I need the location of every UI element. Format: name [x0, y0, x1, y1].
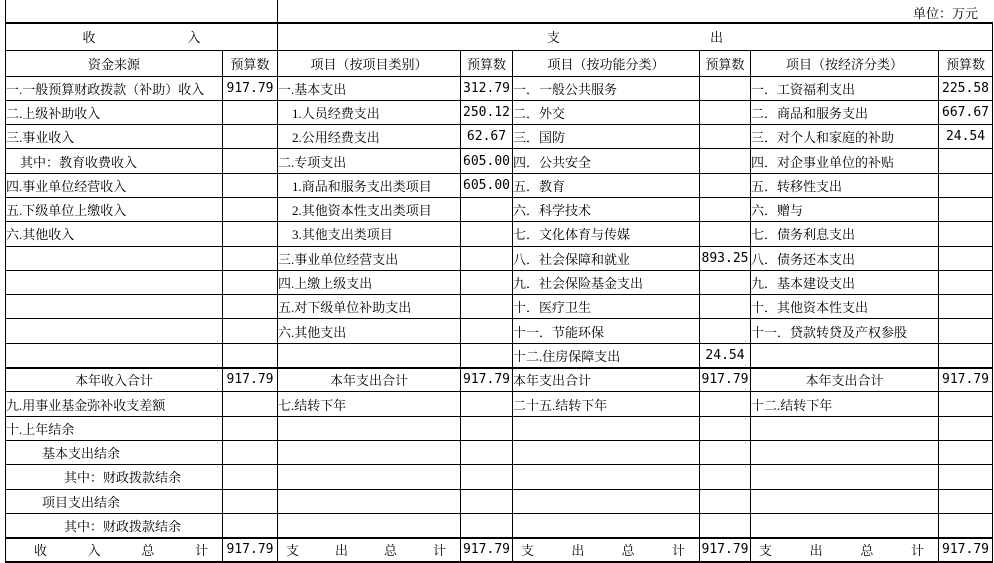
- label-char: 总: [141, 543, 155, 559]
- data-row: [6, 222, 993, 246]
- item-label-cell: 一.一般预算财政拨款（补助）收入: [6, 76, 223, 100]
- subtotal-row: [6, 368, 993, 392]
- item-label-cell: 1.人员经费支出: [278, 100, 461, 124]
- item-label-cell: 九．社会保险基金支出: [513, 270, 700, 294]
- item-label-cell: 基本支出结余: [6, 440, 223, 464]
- budget-value-cell: [939, 440, 993, 464]
- income-title: [6, 27, 277, 46]
- budget-value-cell: [939, 295, 993, 319]
- item-label-cell: 1.商品和服务支出类项目: [278, 173, 461, 197]
- item-label-cell: 十二.住房保障支出: [513, 343, 700, 367]
- item-label-cell: 八．社会保障和就业: [513, 246, 700, 270]
- item-label-cell: 2.其他资本性支出类项目: [278, 197, 461, 221]
- budget-value-cell: [461, 197, 513, 221]
- item-label-cell: [6, 319, 223, 343]
- budget-value-cell: [700, 270, 751, 294]
- item-label-cell: 二.上级补助收入: [6, 100, 223, 124]
- budget-value-cell: [700, 222, 751, 246]
- item-label-cell: [751, 513, 939, 537]
- item-label-cell: 十一．节能环保: [513, 319, 700, 343]
- unit-label: 单位：万元: [912, 6, 978, 21]
- data-row: [6, 465, 993, 489]
- budget-value-cell: [461, 465, 513, 489]
- budget-value-cell: [700, 489, 751, 513]
- item-label-cell: 一．一般公共服务: [513, 76, 700, 100]
- item-label-cell: 十．其他资本性支出: [751, 295, 939, 319]
- column-header-funding-source: 资金来源: [6, 50, 223, 76]
- item-label-cell: 五．教育: [513, 173, 700, 197]
- budget-value-cell: 893.25: [700, 246, 751, 270]
- budget-value-cell: [223, 125, 278, 149]
- budget-value-cell: [700, 513, 751, 537]
- budget-value-cell: [223, 149, 278, 173]
- label-char: 支: [286, 543, 300, 559]
- budget-value-cell: 605.00: [461, 149, 513, 173]
- income-title-char: 收: [82, 30, 96, 46]
- column-header-row: [6, 50, 993, 76]
- label-char: 出: [809, 543, 823, 559]
- expenditure-title-char: 出: [710, 30, 724, 46]
- distributed-label: [513, 540, 699, 559]
- budget-value-cell: [700, 149, 751, 173]
- label-char: 计: [910, 543, 924, 559]
- data-row: [6, 76, 993, 100]
- distributed-label: [751, 540, 938, 559]
- budget-value-cell: [700, 100, 751, 124]
- budget-table-body: [6, 76, 993, 562]
- item-label-cell: 四.上缴上级支出: [278, 270, 461, 294]
- budget-value-cell: 917.79: [700, 368, 751, 392]
- budget-value-cell: [223, 440, 278, 464]
- budget-value-cell: [700, 465, 751, 489]
- item-label-cell: 九．基本建设支出: [751, 270, 939, 294]
- label-char: 支: [521, 543, 535, 559]
- distributed-label: [278, 540, 460, 559]
- item-label-cell: [278, 440, 461, 464]
- budget-value-cell: [700, 392, 751, 416]
- budget-value-cell: [461, 270, 513, 294]
- item-label-cell: 本年支出合计: [513, 368, 700, 392]
- item-label-cell: [751, 538, 939, 562]
- budget-value-cell: [939, 465, 993, 489]
- budget-value-cell: [223, 319, 278, 343]
- budget-value-cell: [700, 125, 751, 149]
- income-section-header: [6, 23, 278, 50]
- budget-value-cell: 667.67: [939, 100, 993, 124]
- item-label-cell: 一.基本支出: [278, 76, 461, 100]
- item-label-cell: 二．外交: [513, 100, 700, 124]
- item-label-cell: [513, 440, 700, 464]
- item-label-cell: 五．转移性支出: [751, 173, 939, 197]
- budget-value-cell: [461, 246, 513, 270]
- budget-value-cell: 917.79: [939, 368, 993, 392]
- budget-value-cell: 917.79: [939, 538, 993, 562]
- item-label-cell: 十二.结转下年: [751, 392, 939, 416]
- data-row: [6, 270, 993, 294]
- item-label-cell: 七．债务利息支出: [751, 222, 939, 246]
- item-label-cell: 本年收入合计: [6, 368, 223, 392]
- total-row: [6, 538, 993, 562]
- item-label-cell: 其中：财政拨款结余: [6, 513, 223, 537]
- budget-value-cell: [700, 295, 751, 319]
- item-label-cell: [6, 246, 223, 270]
- budget-value-cell: [461, 222, 513, 246]
- distributed-label: [6, 540, 222, 559]
- budget-value-cell: [223, 416, 278, 440]
- budget-value-cell: 24.54: [700, 343, 751, 367]
- column-header-project-category: 项目（按项目类别）: [278, 50, 461, 76]
- label-char: 总: [860, 543, 874, 559]
- grid-stub-line-divider: [277, 0, 278, 22]
- budget-value-cell: 225.58: [939, 76, 993, 100]
- item-label-cell: [278, 513, 461, 537]
- item-label-cell: [6, 270, 223, 294]
- item-label-cell: [751, 465, 939, 489]
- budget-value-cell: 62.67: [461, 125, 513, 149]
- label-char: 收: [34, 543, 48, 559]
- item-label-cell: [513, 513, 700, 537]
- budget-value-cell: [461, 343, 513, 367]
- item-label-cell: 一．工资福利支出: [751, 76, 939, 100]
- item-label-cell: 八．债务还本支出: [751, 246, 939, 270]
- item-label-cell: 十．医疗卫生: [513, 295, 700, 319]
- budget-value-cell: [223, 222, 278, 246]
- item-label-cell: 九.用事业基金弥补收支差额: [6, 392, 223, 416]
- item-label-cell: 3.其他支出类项目: [278, 222, 461, 246]
- label-char: 出: [334, 543, 348, 559]
- item-label-cell: 三.事业单位经营支出: [278, 246, 461, 270]
- column-header-budget: 预算数: [223, 50, 278, 76]
- budget-value-cell: [700, 319, 751, 343]
- budget-value-cell: [700, 197, 751, 221]
- item-label-cell: 二．商品和服务支出: [751, 100, 939, 124]
- expenditure-section-header: [278, 23, 993, 50]
- data-row: [6, 100, 993, 124]
- item-label-cell: 四．公共安全: [513, 149, 700, 173]
- data-row: [6, 343, 993, 367]
- item-label-cell: [278, 416, 461, 440]
- item-label-cell: 六.其他收入: [6, 222, 223, 246]
- item-label-cell: 本年支出合计: [278, 368, 461, 392]
- item-label-cell: [6, 295, 223, 319]
- column-header-budget: 预算数: [700, 50, 751, 76]
- data-row: [6, 513, 993, 537]
- budget-value-cell: [461, 416, 513, 440]
- budget-value-cell: [939, 222, 993, 246]
- budget-table: [5, 22, 993, 563]
- budget-value-cell: [939, 343, 993, 367]
- data-row: [6, 125, 993, 149]
- item-label-cell: 四．对企事业单位的补贴: [751, 149, 939, 173]
- label-char: 总: [383, 543, 397, 559]
- data-row: [6, 197, 993, 221]
- item-label-cell: 三．国防: [513, 125, 700, 149]
- item-label-cell: 五.下级单位上缴收入: [6, 197, 223, 221]
- item-label-cell: [513, 489, 700, 513]
- budget-value-cell: [700, 76, 751, 100]
- item-label-cell: 十一．贷款转贷及产权参股: [751, 319, 939, 343]
- budget-value-cell: [939, 246, 993, 270]
- budget-value-cell: [939, 173, 993, 197]
- data-row: [6, 392, 993, 416]
- item-label-cell: [751, 489, 939, 513]
- budget-value-cell: [939, 197, 993, 221]
- budget-value-cell: [461, 440, 513, 464]
- budget-value-cell: [939, 392, 993, 416]
- data-row: [6, 173, 993, 197]
- label-char: 计: [432, 543, 446, 559]
- item-label-cell: 六．赠与: [751, 197, 939, 221]
- budget-value-cell: [461, 489, 513, 513]
- item-label-cell: 项目支出结余: [6, 489, 223, 513]
- item-label-cell: 四.事业单位经营收入: [6, 173, 223, 197]
- item-label-cell: 三.事业收入: [6, 125, 223, 149]
- item-label-cell: 其中：财政拨款结余: [6, 465, 223, 489]
- budget-value-cell: [939, 489, 993, 513]
- label-char: 计: [671, 543, 685, 559]
- item-label-cell: [278, 465, 461, 489]
- budget-value-cell: [461, 513, 513, 537]
- budget-value-cell: [223, 295, 278, 319]
- budget-value-cell: [461, 319, 513, 343]
- budget-value-cell: 24.54: [939, 125, 993, 149]
- item-label-cell: [6, 343, 223, 367]
- column-header-economic-category: 项目（按经济分类）: [751, 50, 939, 76]
- label-char: 入: [87, 543, 101, 559]
- item-label-cell: [278, 343, 461, 367]
- item-label-cell: 十.上年结余: [6, 416, 223, 440]
- item-label-cell: 其中：教育收费收入: [6, 149, 223, 173]
- data-row: [6, 319, 993, 343]
- budget-value-cell: [700, 440, 751, 464]
- budget-value-cell: 917.79: [700, 538, 751, 562]
- budget-value-cell: [939, 416, 993, 440]
- data-row: [6, 295, 993, 319]
- budget-value-cell: 605.00: [461, 173, 513, 197]
- budget-value-cell: [223, 197, 278, 221]
- budget-value-cell: [700, 416, 751, 440]
- item-label-cell: 本年支出合计: [751, 368, 939, 392]
- data-row: [6, 416, 993, 440]
- budget-value-cell: [223, 173, 278, 197]
- budget-value-cell: [461, 295, 513, 319]
- label-char: 支: [759, 543, 773, 559]
- data-row: [6, 149, 993, 173]
- budget-value-cell: [939, 513, 993, 537]
- budget-value-cell: [223, 100, 278, 124]
- budget-value-cell: [223, 513, 278, 537]
- budget-value-cell: [223, 465, 278, 489]
- item-label-cell: 六．科学技术: [513, 197, 700, 221]
- data-row: [6, 246, 993, 270]
- budget-value-cell: 250.12: [461, 100, 513, 124]
- income-title-char: 入: [187, 30, 201, 46]
- item-label-cell: 2.公用经费支出: [278, 125, 461, 149]
- data-row: [6, 440, 993, 464]
- budget-value-cell: [939, 149, 993, 173]
- budget-value-cell: 917.79: [223, 76, 278, 100]
- budget-value-cell: 917.79: [223, 368, 278, 392]
- budget-value-cell: [461, 392, 513, 416]
- item-label-cell: [751, 440, 939, 464]
- item-label-cell: [6, 538, 223, 562]
- column-header-budget: 预算数: [939, 50, 993, 76]
- item-label-cell: [513, 465, 700, 489]
- item-label-cell: 七.结转下年: [278, 392, 461, 416]
- item-label-cell: [751, 416, 939, 440]
- item-label-cell: [751, 343, 939, 367]
- item-label-cell: 二十五.结转下年: [513, 392, 700, 416]
- item-label-cell: 五.对下级单位补助支出: [278, 295, 461, 319]
- budget-value-cell: [700, 173, 751, 197]
- budget-value-cell: 917.79: [223, 538, 278, 562]
- budget-value-cell: [939, 270, 993, 294]
- expenditure-title-char: 支: [547, 30, 561, 46]
- data-row: [6, 489, 993, 513]
- budget-value-cell: [939, 319, 993, 343]
- item-label-cell: [278, 489, 461, 513]
- expenditure-title: [278, 27, 992, 46]
- section-header-row: [6, 23, 993, 50]
- column-header-budget: 预算数: [461, 50, 513, 76]
- item-label-cell: 六.其他支出: [278, 319, 461, 343]
- label-char: 总: [621, 543, 635, 559]
- item-label-cell: 二.专项支出: [278, 149, 461, 173]
- item-label-cell: 七．文化体育与传媒: [513, 222, 700, 246]
- item-label-cell: [513, 416, 700, 440]
- label-char: 计: [194, 543, 208, 559]
- budget-value-cell: [223, 270, 278, 294]
- budget-value-cell: 312.79: [461, 76, 513, 100]
- budget-value-cell: [223, 489, 278, 513]
- budget-value-cell: [223, 246, 278, 270]
- budget-value-cell: 917.79: [461, 368, 513, 392]
- label-char: 出: [571, 543, 585, 559]
- item-label-cell: [513, 538, 700, 562]
- budget-value-cell: [223, 392, 278, 416]
- budget-value-cell: [223, 343, 278, 367]
- grid-stub-line-left: [5, 0, 6, 22]
- item-label-cell: [278, 538, 461, 562]
- budget-value-cell: 917.79: [461, 538, 513, 562]
- column-header-function-category: 项目（按功能分类）: [513, 50, 700, 76]
- item-label-cell: 三．对个人和家庭的补助: [751, 125, 939, 149]
